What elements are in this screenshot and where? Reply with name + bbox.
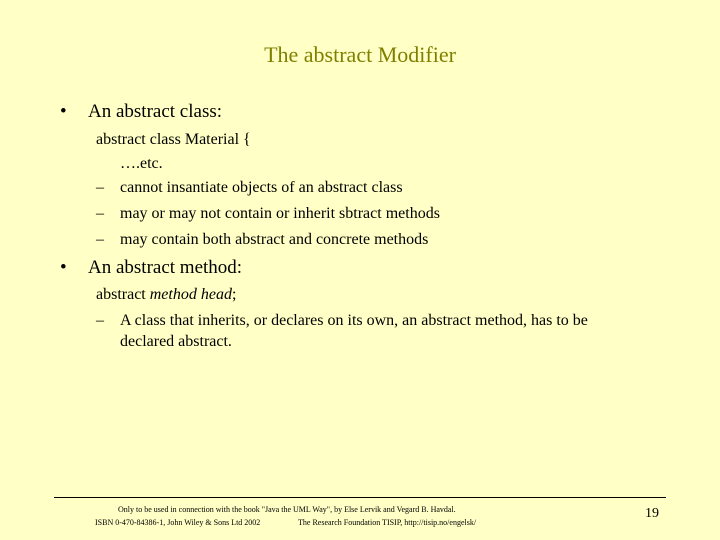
code-line-etc: ….etc. [120, 155, 163, 172]
dash-marker: – [96, 205, 104, 222]
code-suffix: ; [231, 286, 237, 303]
code-italic: method head [149, 286, 232, 303]
code-line-method-head [96, 285, 236, 305]
bullet-text: An abstract class: [88, 101, 223, 122]
dash-marker: – [96, 312, 104, 329]
sub-item-line2: declared abstract. [120, 333, 232, 350]
footer-divider [54, 497, 666, 498]
dash-marker: – [96, 179, 104, 196]
sub-item: may or may not contain or inherit sbtract methods [120, 205, 440, 222]
bullet-marker: • [60, 101, 67, 122]
dash-marker: – [96, 231, 104, 248]
sub-item: may contain both abstract and concrete methods [120, 231, 429, 248]
footer-isbn: ISBN 0-470-84386-1, John Wiley & Sons Ltd 2002 [95, 518, 261, 527]
sub-item: cannot insantiate objects of an abstract class [120, 179, 403, 196]
code-prefix: abstract [96, 286, 150, 303]
bullet-marker: • [60, 257, 67, 278]
page-number: 19 [645, 506, 659, 521]
bullet-abstract-method [60, 256, 242, 280]
footer-line1: Only to be used in connection with the book "Java the UML Way", by Else Lervik and Vegard B. Havdal. [118, 505, 456, 514]
bullet-text: An abstract method: [88, 257, 243, 278]
slide-title: The abstract Modifier [264, 42, 456, 67]
sub-item-line1: A class that inherits, or declares on its own, an abstract method, has to be [120, 312, 588, 329]
bullet-abstract-class [60, 100, 222, 124]
code-line-class-declaration: abstract class Material { [96, 131, 251, 148]
footer-publisher: The Research Foundation TISIP, http://tisip.no/engelsk/ [298, 518, 477, 527]
